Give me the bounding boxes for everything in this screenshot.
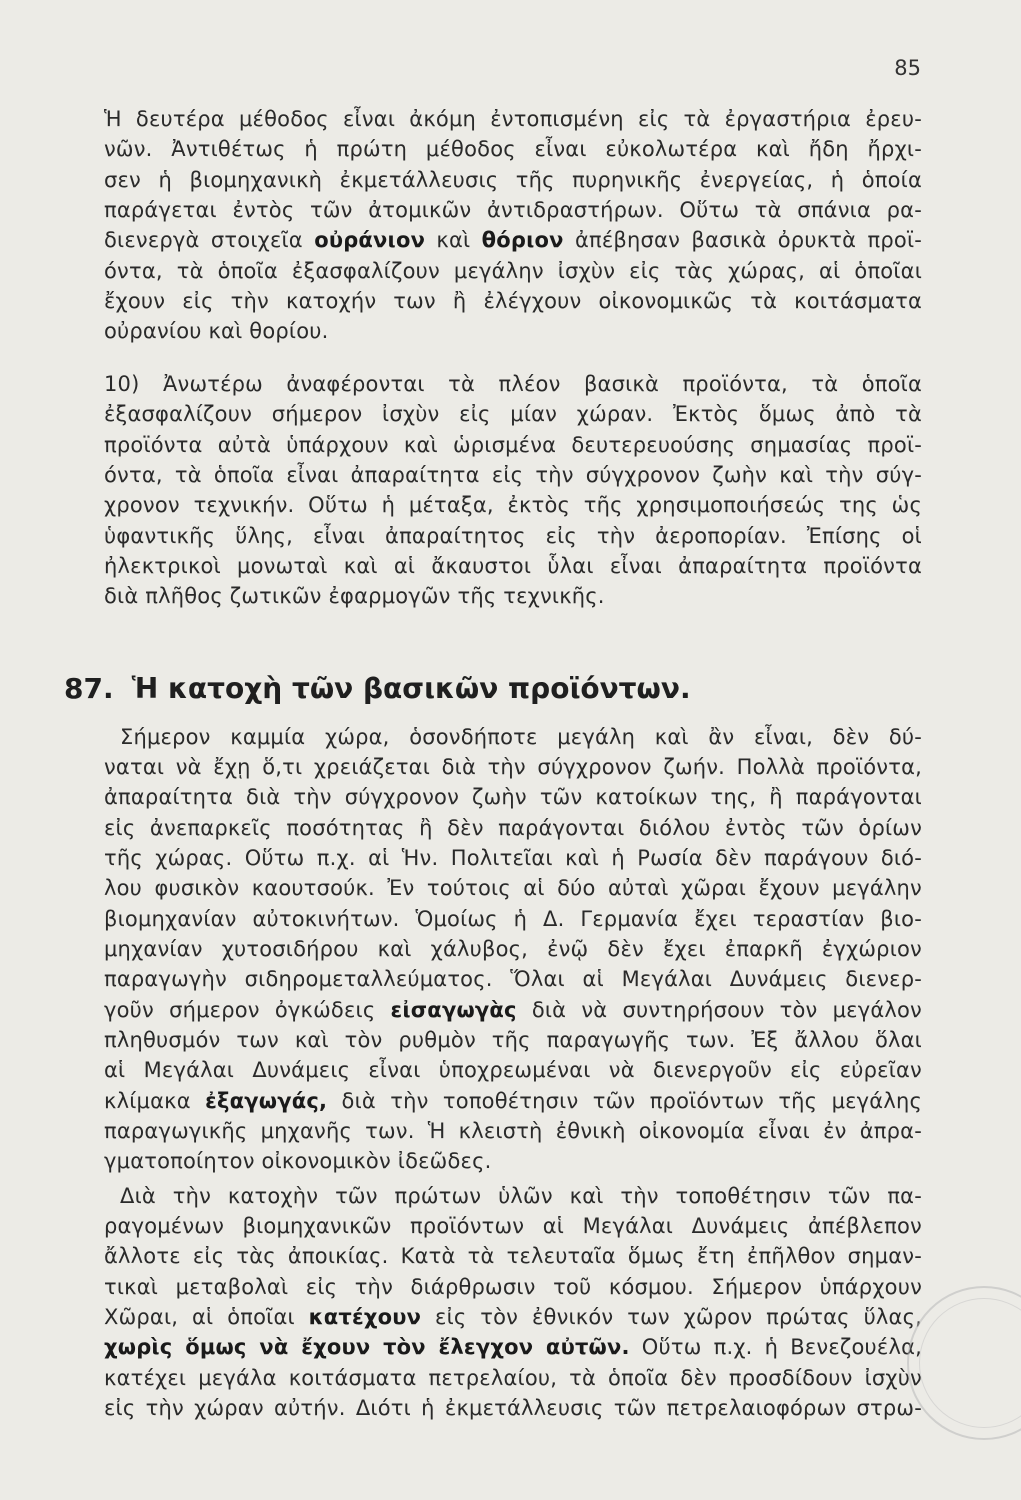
text-span: διὰ τὴν τοποθέτησιν τῶν προϊόντων τῆς μεγάλης <box>327 1089 923 1113</box>
text-line: παραγωγὴν σιδηρομεταλλεύματος. Ὅλαι αἱ Μεγάλαι Δυνάμεις διενερ- <box>104 967 922 991</box>
text-line: όντα, τὰ ὁποῖα ἐξασφαλίζουν μεγάλην ἰσχὺν εἰς τὰς χώρας, αἱ ὁποῖαι <box>104 259 922 283</box>
bold-term-exports: ἐξαγωγάς, <box>205 1089 328 1113</box>
text-line: ἔχουν εἰς τὴν κατοχήν των ἢ ἐλέγχουν οἰκονομικῶς τὰ κοιτάσματα <box>104 289 922 313</box>
text-span: διὰ νὰ συντηρήσουν τὸν μεγάλον <box>516 998 922 1022</box>
text-span: ἀπέβησαν βασικὰ ὀρυκτὰ προϊ- <box>563 228 922 252</box>
text-line: διὰ πλῆθος ζωτικῶν ἐφαρμογῶν τῆς τεχνικῆς. <box>104 584 605 608</box>
text-line: παραγωγικῆς μηχανῆς των. Ἡ κλειστὴ ἐθνικὴ οἰκονομία εἶναι ἐν ἀπρα- <box>104 1119 922 1143</box>
page-number: 85 <box>894 56 921 80</box>
text-line: χρονον τεχνικήν. Οὕτω ἡ μέταξα, ἐκτὸς τῆς χρησιμοποιήσεώς της ὡς <box>104 493 922 517</box>
text-line: κατέχει μεγάλα κοιτάσματα πετρελαίου, τὰ ὁποῖα δὲν προσδίδουν ἰσχὺν <box>104 1366 922 1390</box>
text-line: ναται νὰ ἔχῃ ὅ,τι χρειάζεται διὰ τὴν σύγχρονον ζωήν. Πολλὰ προϊόντα, <box>104 755 922 779</box>
text-line: λου φυσικὸν καουτσούκ. Ἐν τούτοις αἱ δύο αὐταὶ χῶραι ἔχουν μεγάλην <box>104 876 922 900</box>
text-line <box>104 995 922 1025</box>
text-line: οὐρανίου καὶ θορίου. <box>104 319 329 343</box>
text-line: εἰς τὴν χώραν αὐτήν. Διότι ἡ ἐκμετάλλευσις τῶν πετρελαιοφόρων στρω- <box>104 1396 922 1420</box>
text-line: ὑφαντικῆς ὕλης, εἶναι ἀπαραίτητος εἰς τὴν ἀεροπορίαν. Ἐπίσης οἱ <box>104 524 922 548</box>
text-line: Διὰ τὴν κατοχὴν τῶν πρώτων ὑλῶν καὶ τὴν τοποθέτησιν τῶν πα- <box>120 1184 922 1208</box>
text-span: Οὕτω π.χ. ἡ Βενεζουέλα, <box>629 1335 923 1359</box>
text-line <box>104 1086 922 1116</box>
text-line: προϊόντα αὐτὰ ὑπάρχουν καὶ ὡρισμένα δευτερευούσης σημασίας προϊ- <box>104 433 922 457</box>
text-line <box>104 1302 922 1332</box>
section-number: 87. <box>64 672 114 705</box>
text-span: Χῶραι, αἱ ὁποῖαι <box>104 1305 309 1329</box>
text-line: ραγομένων βιομηχανικῶν προϊόντων αἱ Μεγάλαι Δυνάμεις ἀπέβλεπον <box>104 1214 922 1238</box>
text-line: νῶν. Ἀντιθέτως ἡ πρώτη μέθοδος εἶναι εὐκολωτέρα καὶ ἤδη ἤρχι- <box>104 137 922 161</box>
bold-phrase-without-control: χωρὶς ὅμως νὰ ἔχουν τὸν ἔλεγχον αὐτῶν. <box>104 1335 630 1359</box>
text-line <box>104 225 922 255</box>
text-line: εἰς ἀνεπαρκεῖς ποσότητας ἢ δὲν παράγονται διόλου ἐντὸς τῶν ὁρίων <box>104 816 922 840</box>
section-heading <box>64 671 691 707</box>
text-line: αἱ Μεγάλαι Δυνάμεις εἶναι ὑποχρεωμέναι νὰ διενεργοῦν εἰς εὐρεῖαν <box>104 1058 922 1082</box>
text-line: βιομηχανίαν αὐτοκινήτων. Ὁμοίως ἡ Δ. Γερμανία ἔχει τεραστίαν βιο- <box>104 907 922 931</box>
text-line: Ἡ δευτέρα μέθοδος εἶναι ἀκόμη ἐντοπισμένη εἰς τὰ ἐργαστήρια ἐρευ- <box>104 107 922 131</box>
text-span: εἰς τὸν ἐθνικόν των χῶρον πρώτας ὕλας, <box>421 1305 922 1329</box>
text-span: 10) Ἀνωτέρω ἀναφέρονται τὰ πλέον βασικὰ προϊόντα, τὰ ὁποῖα <box>104 372 922 396</box>
text-line: πληθυσμόν των καὶ τὸν ρυθμὸν τῆς παραγωγῆς των. Ἐξ ἄλλου ὅλαι <box>104 1028 922 1052</box>
text-line: σεν ἡ βιομηχανικὴ ἐκμετάλλευσις τῆς πυρηνικῆς ἐνεργείας, ἡ ὁποία <box>104 168 922 192</box>
text-line: ἠλεκτρικοὶ μονωταὶ καὶ αἱ ἄκαυστοι ὗλαι εἶναι ἀπαραίτητα προϊόντα <box>104 554 922 578</box>
library-stamp-icon <box>907 1286 1021 1440</box>
text-line: μηχανίαν χυτοσιδήρου καὶ χάλυβος, ἐνῷ δὲν ἔχει ἐπαρκῆ ἐγχώριον <box>104 937 922 961</box>
text-span: καὶ <box>425 228 482 252</box>
bold-term-thorium: θόριον <box>481 228 564 252</box>
text-line: ἐξασφαλίζουν σήμερον ἰσχὺν εἰς μίαν χώραν. Ἐκτὸς ὅμως ἀπὸ τὰ <box>104 402 922 426</box>
text-line: τῆς χώρας. Οὕτω π.χ. αἱ Ἡν. Πολιτεῖαι καὶ ἡ Ρωσία δὲν παράγουν διό- <box>104 846 922 870</box>
text-span: κλίμακα <box>104 1089 206 1113</box>
bold-term-possess: κατέχουν <box>308 1305 422 1329</box>
bold-term-uranium: οὐράνιον <box>314 228 426 252</box>
text-span: διενεργὰ στοιχεῖα <box>104 228 315 252</box>
text-line <box>104 369 922 399</box>
text-line: γματοποίητον οἰκονομικὸν ἰδεῶδες. <box>104 1149 492 1173</box>
text-line: όντα, τὰ ὁποῖα εἶναι ἀπαραίτητα εἰς τὴν σύγχρονον ζωὴν καὶ τὴν σύγ- <box>104 463 922 487</box>
text-line: Σήμερον καμμία χώρα, ὁσονδήποτε μεγάλη καὶ ἂν εἶναι, δὲν δύ- <box>120 725 922 749</box>
bold-term-imports: εἰσαγωγὰς <box>390 998 517 1022</box>
text-line: παράγεται ἐντὸς τῶν ἀτομικῶν ἀντιδραστήρων. Οὕτω τὰ σπάνια ρα- <box>104 198 922 222</box>
text-line: τικαὶ μεταβολαὶ εἰς τὴν διάρθρωσιν τοῦ κόσμου. Σήμερον ὑπάρχουν <box>104 1275 922 1299</box>
text-span: γοῦν σήμερον ὀγκώδεις <box>104 998 391 1022</box>
text-line: ἄλλοτε εἰς τὰς ἀποικίας. Κατὰ τὰ τελευταῖα ὅμως ἔτη ἐπῆλθον σημαν- <box>104 1244 922 1268</box>
text-line <box>104 1332 922 1362</box>
section-title: Ἡ κατοχὴ τῶν βασικῶν προϊόντων. <box>131 672 691 705</box>
text-line: ἀπαραίτητα διὰ τὴν σύγχρονον ζωὴν τῶν κατοίκων της, ἢ παράγονται <box>104 785 922 809</box>
